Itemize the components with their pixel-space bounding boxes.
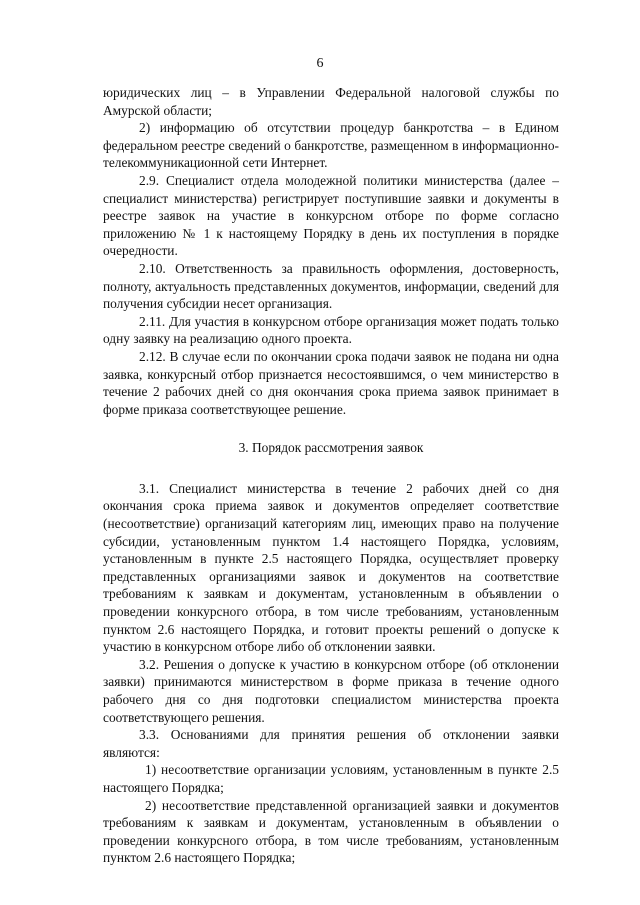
- list-item-1: 1) несоответствие организации условиям, установленным в пункте 2.5 настоящего Порядка;: [103, 762, 559, 795]
- document-body: [103, 84, 559, 867]
- paragraph-bankruptcy-info: 2) информацию об отсутствии процедур банкротства – в Едином федеральном реестре сведений о банкротстве, размещенном в информационно-телекоммуникационной сети Интернет.: [103, 120, 559, 171]
- paragraph-2-11: 2.11. Для участия в конкурсном отборе организация может подать только одну заявку на реализацию одного проекта.: [103, 313, 559, 347]
- section-heading: 3. Порядок рассмотрения заявок: [238, 440, 424, 456]
- page-number: 6: [316, 56, 324, 71]
- paragraph-3-3: 3.3. Основаниями для принятия решения об отклонении заявки являются:: [103, 727, 559, 760]
- paragraph-2-12: 2.12. В случае если по окончании срока подачи заявок не подана ни одна заявка, конкурсный отбор признается несостоявшимся, о чем министерство в течение 2 рабочих дней со дня окончания срока приема заявок принимает в форме приказа соответствующее решение.: [103, 348, 559, 417]
- list-item-2: 2) несоответствие представленной организацией заявки и документов требованиям к заявкам и документам, установленным в объявлении о проведении конкурсного отбора, в том числе требованиям, установленным пунктом 2.6 настоящего Порядка;: [103, 797, 559, 866]
- paragraph-3-2: 3.2. Решения о допуске к участию в конкурсном отборе (об отклонении заявки) принимаются министерством в форме приказа в течение одного рабочего дня со дня подготовки специалистом министерства проекта соответствующего решения.: [103, 656, 559, 725]
- paragraph-legal-entities: юридических лиц – в Управлении Федеральной налоговой службы по Амурской области;: [103, 85, 559, 118]
- paragraph-3-1: 3.1. Специалист министерства в течение 2 рабочих дней со дня окончания срока приема заявок и документов определяет соответствие (несоответствие) организаций категориям лиц, имеющих право на получение субсидии, установленным пунктом 1.4 настоящего Порядка, условиям, установленным в пункте 2.5 настоящего Порядка, осуществляет проверку представленных организациями заявок и документов на соответствие требованиям к заявкам и документам, установленным в объявлении о проведении конкурсного отбора, в том числе требованиям, установленным пунктом 2.6 настоящего Порядка, и готовит проекты решений о допуске к участию в конкурсном отборе либо об отклонении заявки.: [103, 480, 559, 655]
- paragraph-2-9: 2.9. Специалист отдела молодежной политики министерства (далее – специалист министерства) регистрирует поступившие заявки и документы в реестре заявок на участие в конкурсном отборе по форме согласно приложению № 1 к настоящему Порядку в день их поступления в порядке очередности.: [103, 172, 559, 259]
- paragraph-2-10: 2.10. Ответственность за правильность оформления, достоверность, полноту, актуальность представленных документов, информации, сведений для получения субсидии несет организация.: [103, 260, 559, 312]
